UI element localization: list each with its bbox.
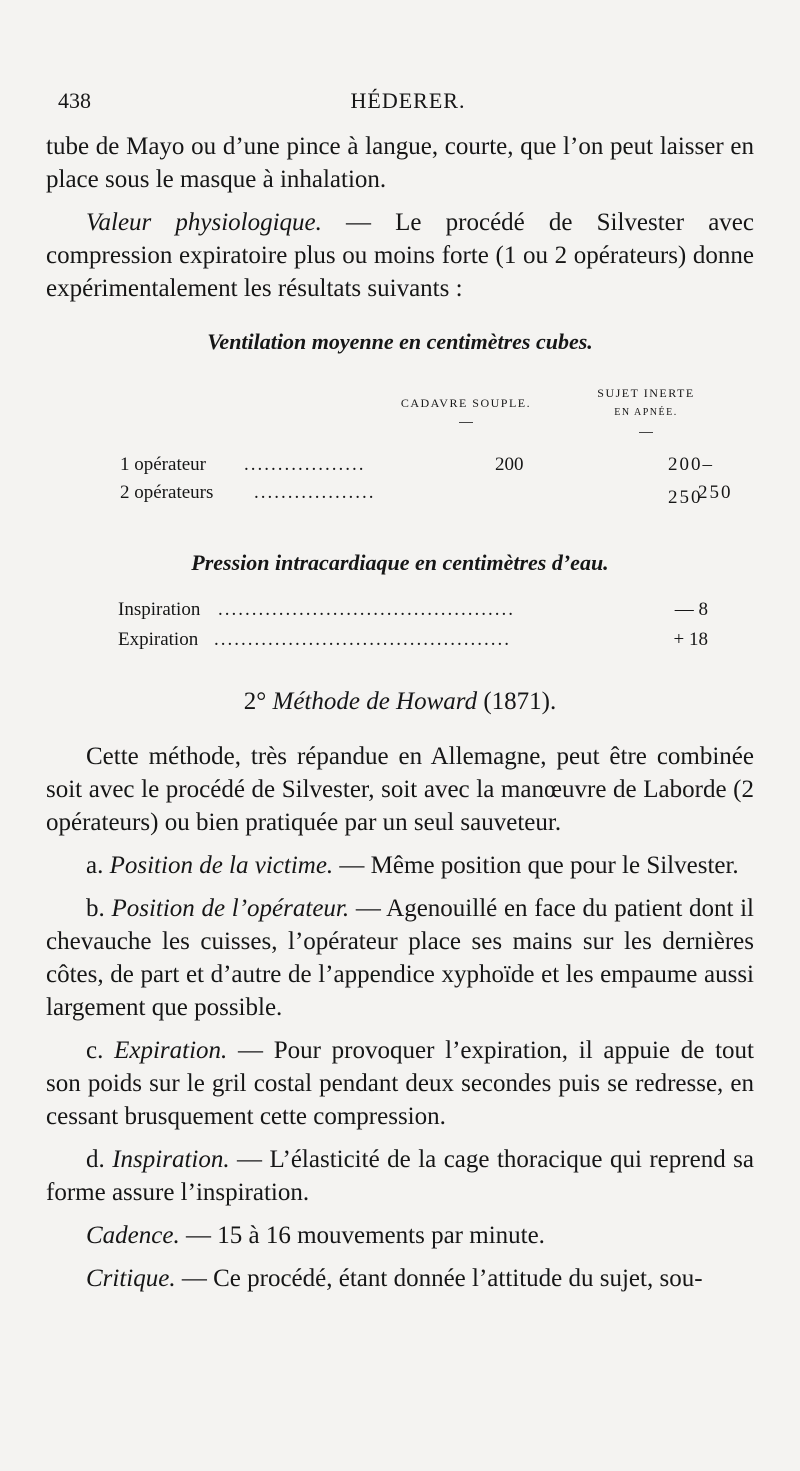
item-text: — Même position que pour le Silvester.: [333, 852, 739, 879]
critique-label: Critique.: [86, 1265, 176, 1292]
cadence-paragraph: [46, 1219, 754, 1252]
page-header: [58, 88, 758, 118]
item-letter: c.: [86, 1037, 115, 1064]
row-label: Expiration: [118, 629, 199, 650]
row-label: 1 opérateur: [120, 454, 206, 475]
row-leader-dots: ............................................: [218, 599, 515, 620]
method-heading: [46, 685, 754, 718]
pression-title: Pression intracardiaque en centimètres d’eau.: [191, 550, 609, 575]
ventilation-table: [46, 358, 754, 508]
cadence-text: — 15 à 16 mouvements par minute.: [179, 1222, 545, 1249]
running-title: HÉDERER.: [350, 88, 466, 113]
valeur-label: Valeur physiologique.: [86, 209, 322, 236]
row-value-sujet: 200–250: [668, 454, 714, 508]
method-year: (1871).: [477, 688, 557, 715]
critique-paragraph: [46, 1262, 754, 1295]
row-leader-dots: ............................................: [214, 629, 511, 650]
item-letter: d.: [86, 1146, 113, 1173]
row-label: 2 opérateurs: [120, 482, 214, 503]
row-label: Inspiration: [118, 599, 201, 620]
header-dash: [459, 422, 473, 423]
row-leader-dots: ..................: [254, 482, 376, 503]
ventilation-title: Ventilation moyenne en centimètres cubes.: [207, 329, 593, 354]
item-a-paragraph: [46, 849, 754, 882]
critique-text: — Ce procédé, étant donnée l’attitude du sujet, sou-: [175, 1265, 703, 1292]
table-row: [118, 593, 718, 621]
page-number: 438: [58, 88, 91, 113]
row-value: + 18: [673, 629, 708, 650]
item-text: — Agenouillé en face du patient dont il chevauche les cuisses, l’opérateur place ses mains sur les dernières côtes, de part et d’autre de l’appendice xyphoïde et les empaume aussi largement que possible.: [46, 895, 755, 1021]
item-label: Expiration.: [114, 1037, 228, 1064]
column-header-sujet-line1: SUJET INERTE: [597, 386, 695, 400]
page-body: [46, 130, 754, 1295]
column-header-cadavre-text: CADAVRE SOUPLE.: [400, 396, 532, 410]
column-header-cadavre: [391, 394, 541, 430]
item-text: — Pour provoquer l’expiration, il appuie de tout son poids sur le gril costal pendant deux secondes puis se redresse, en cessant brusquement cette compression.: [46, 1037, 754, 1130]
item-c-paragraph: [46, 1034, 754, 1133]
row-value-cadavre: 200: [495, 454, 524, 475]
item-b-paragraph: [46, 892, 754, 1024]
column-header-sujet-line2: EN APNÉE.: [614, 407, 678, 418]
column-header-sujet: [581, 384, 711, 440]
item-letter: b.: [86, 895, 112, 922]
item-label: Position de l’opérateur.: [111, 895, 350, 922]
row-leader-dots: ..................: [244, 454, 366, 475]
item-label: Inspiration.: [112, 1146, 230, 1173]
valeur-paragraph: [46, 206, 754, 305]
header-dash: [639, 432, 653, 433]
pression-table: [46, 579, 754, 659]
row-value-sujet: 250: [698, 482, 733, 503]
item-label: Position de la victime.: [109, 852, 334, 879]
row-value: — 8: [674, 599, 708, 620]
intro-paragraph: tube de Mayo ou d’une pince à langue, courte, que l’on peut laisser en place sous le masque à inhalation.: [46, 133, 754, 193]
table-row: [118, 623, 718, 651]
cadence-label: Cadence.: [86, 1222, 180, 1249]
item-letter: a.: [86, 852, 110, 879]
cette-paragraph: Cette méthode, très répandue en Allemagne, peut être combinée soit avec le procédé de Silvester, soit avec la manœuvre de Laborde (2 opérateurs) ou bien pratiquée par un seul sauveteur.: [46, 743, 754, 836]
item-text: — L’élasticité de la cage thoracique qui reprend sa forme assure l’inspiration.: [46, 1146, 754, 1206]
item-d-paragraph: [46, 1143, 754, 1209]
method-prefix: 2°: [243, 688, 273, 715]
method-title: Méthode de Howard: [272, 688, 478, 715]
valeur-text: — Le procédé de Silvester avec compression expiratoire plus ou moins forte (1 ou 2 opérateurs) donne expérimentalement les résultats suivants :: [46, 209, 754, 302]
